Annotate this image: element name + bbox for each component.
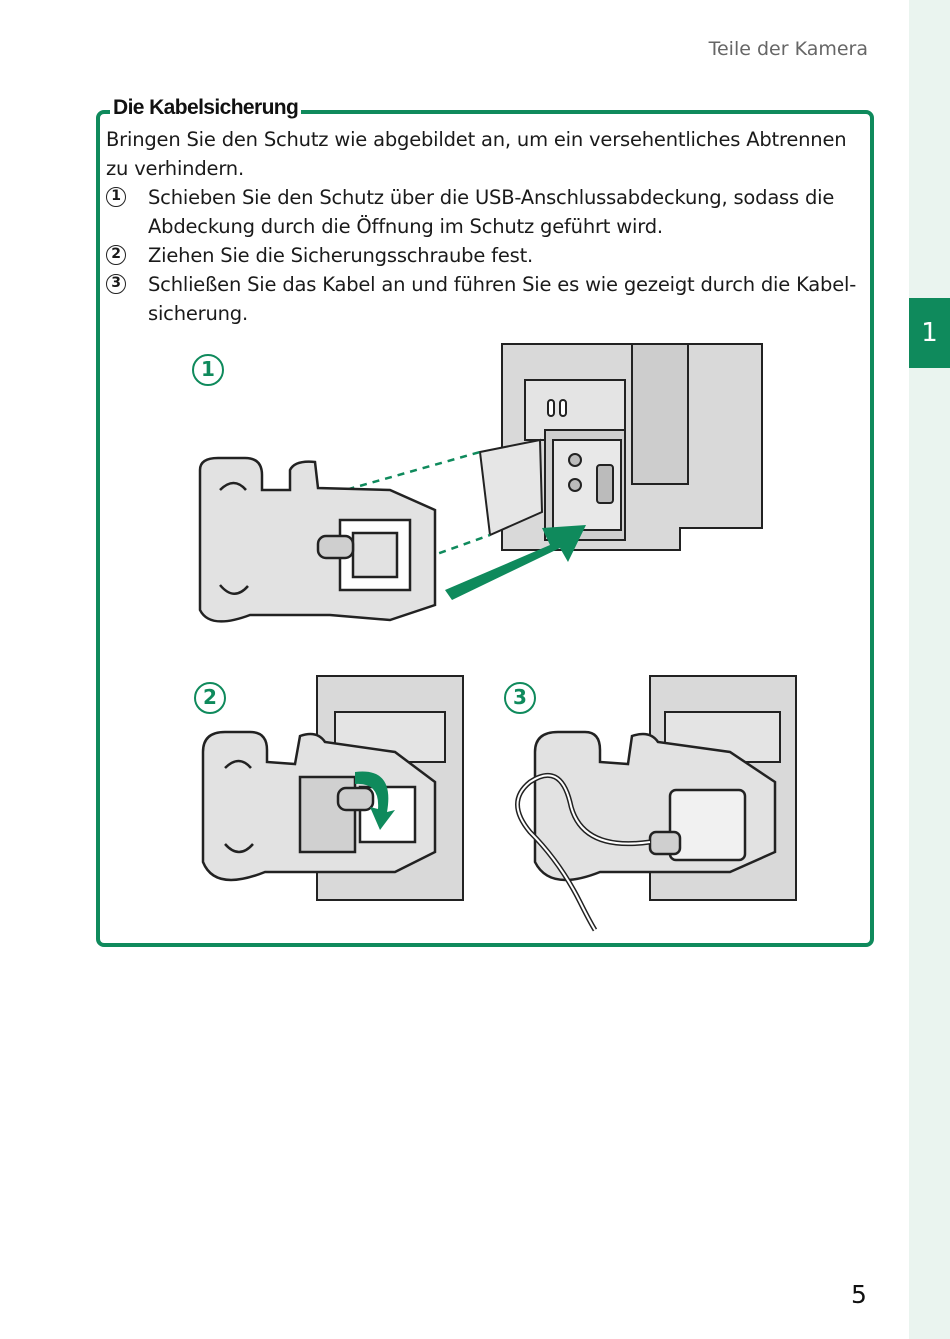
running-head: Teile der Kamera <box>708 38 868 60</box>
step-text: Schieben Sie den Schutz über die USB-Anschlussabdeckung, sodass die Abdeckung durch die Öffnung im Schutz geführt wird. <box>148 186 835 238</box>
illustration-step-1 <box>190 340 770 640</box>
illustration-step-2 <box>195 672 465 902</box>
step-text: Schließen Sie das Kabel an und führen Sie es wie gezeigt durch die Kabelsicherung. <box>148 273 857 325</box>
page-number: 5 <box>851 1280 867 1309</box>
step-text: Ziehen Sie die Sicherungsschraube fest. <box>148 244 534 267</box>
step-number: 2 <box>106 245 126 265</box>
step-1 <box>106 183 866 241</box>
step-number: 3 <box>106 274 126 294</box>
cable-protector-drawing <box>200 458 435 621</box>
box-title: Die Kabelsicherung <box>110 96 301 120</box>
callout-1: 1 <box>192 354 224 386</box>
illustration-step-3 <box>500 672 800 932</box>
side-margin-strip <box>909 0 950 1339</box>
step-2 <box>106 241 866 270</box>
step-number: 1 <box>106 187 126 207</box>
step-3 <box>106 270 866 328</box>
chapter-tab-label: 1 <box>921 318 938 348</box>
chapter-tab[interactable] <box>909 298 950 368</box>
callout-2: 2 <box>194 682 226 714</box>
callout-3: 3 <box>504 682 536 714</box>
intro-text: Bringen Sie den Schutz wie abgebildet an, um ein versehentliches Abtrennen zu verhindern. <box>106 128 847 180</box>
